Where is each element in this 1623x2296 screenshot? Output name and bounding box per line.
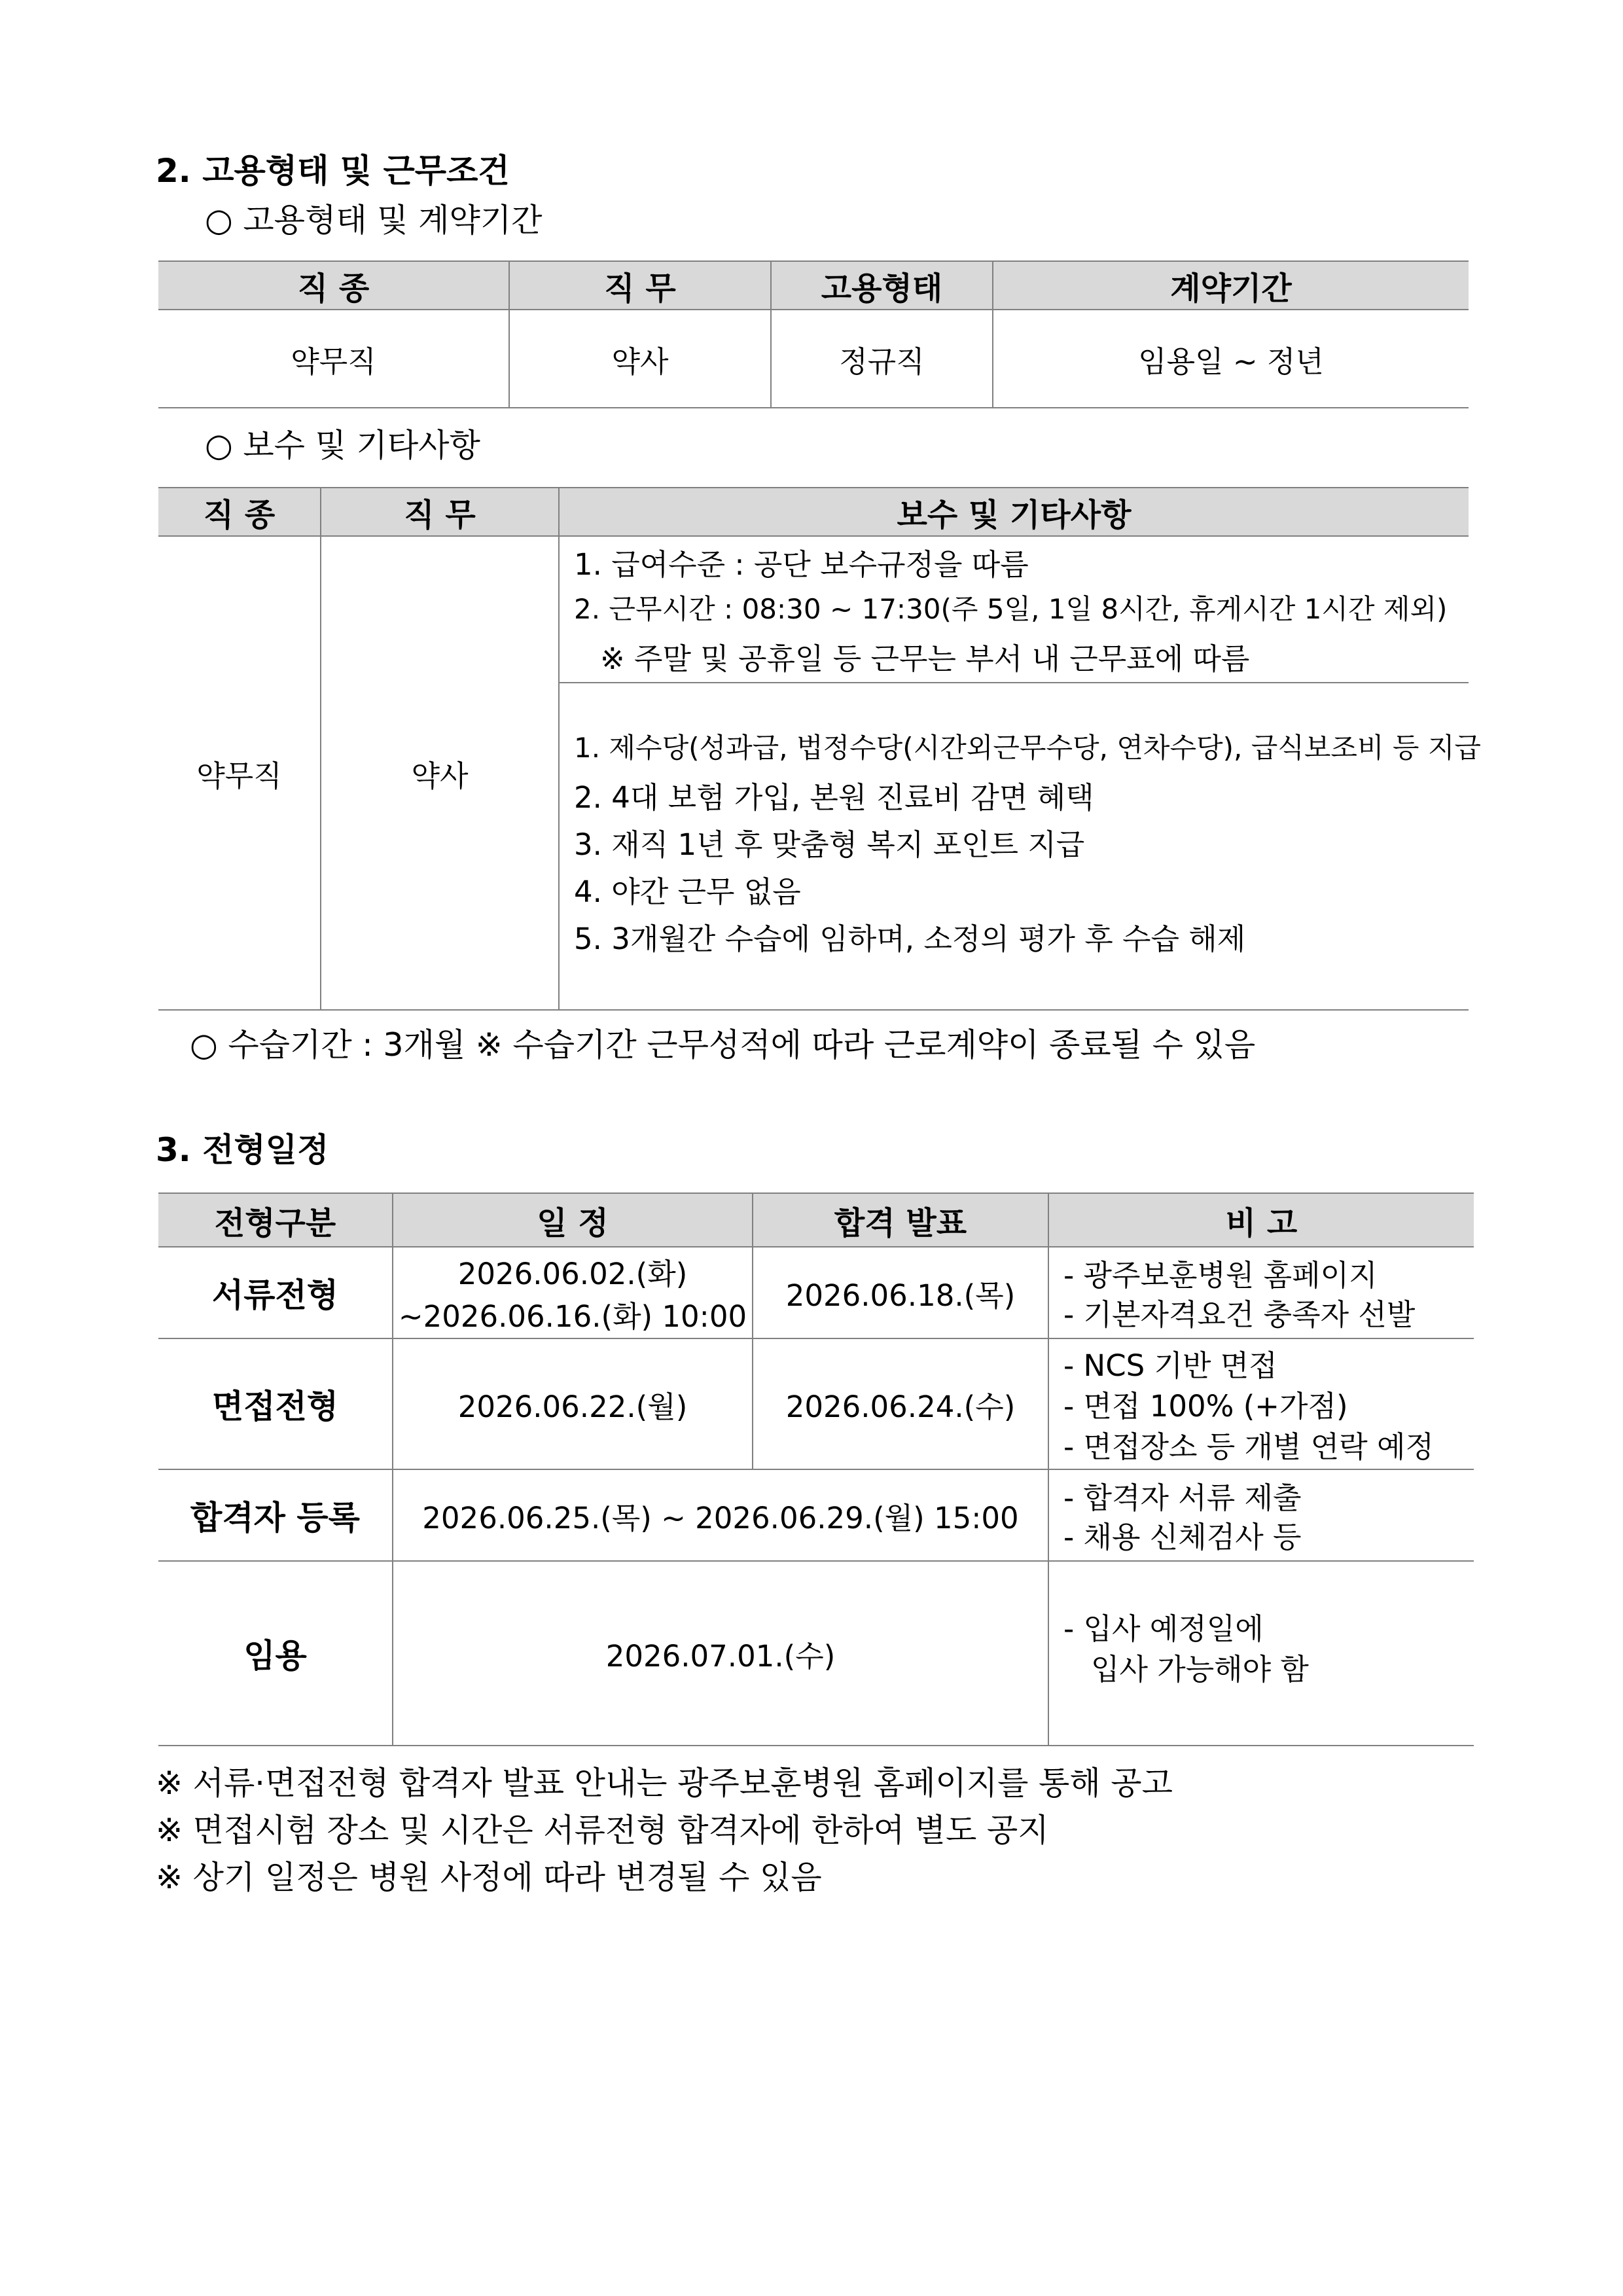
header-remarks: 비 고	[1048, 1193, 1474, 1247]
header-pay-details: 보수 및 기타사항	[559, 488, 1469, 536]
header-job-type: 직 종	[158, 261, 509, 310]
remark-line: - 면접 100% (+가점)	[1063, 1389, 1348, 1424]
remark-line: - 면접장소 등 개별 연락 예정	[1063, 1429, 1434, 1464]
header-stage: 전형구분	[158, 1193, 393, 1247]
contract-period-cell: 임용일 ~ 정년	[993, 310, 1469, 408]
employment-type-cell: 정규직	[771, 310, 993, 408]
header-employment-type: 고용형태	[771, 261, 993, 310]
header-job-duty: 직 무	[509, 261, 771, 310]
pay-line: 4. 야간 근무 없음	[574, 874, 801, 909]
header-announcement: 합격 발표	[753, 1193, 1048, 1247]
employment-type-table	[158, 260, 1469, 408]
schedule-line: 2026.06.02.(화)	[457, 1257, 688, 1291]
job-type-cell: 약무직	[158, 310, 509, 408]
remark-line: - 광주보훈병원 홈페이지	[1063, 1258, 1378, 1293]
announcement-cell: 2026.06.24.(수)	[753, 1338, 1048, 1469]
section-2-heading: 2. 고용형태 및 근무조건	[156, 152, 510, 190]
pay-line: 3. 재직 1년 후 맞춤형 복지 포인트 지급	[574, 827, 1085, 862]
schedule-note: ※ 서류·면접전형 합격자 발표 안내는 광주보훈병원 홈페이지를 통해 공고	[156, 1765, 1173, 1802]
job-duty-cell: 약사	[509, 310, 771, 408]
schedule-cell: 2026.07.01.(수)	[393, 1561, 1048, 1746]
job-duty-cell: 약사	[321, 536, 559, 1010]
stage-cell: 임용	[158, 1561, 393, 1746]
table-row	[158, 1561, 1474, 1746]
schedule-cell: 2026.06.25.(목) ~ 2026.06.29.(월) 15:00	[393, 1469, 1048, 1561]
pay-note-line: ※ 주말 및 공휴일 등 근무는 부서 내 근무표에 따름	[600, 641, 1250, 676]
remark-line: - 채용 신체검사 등	[1063, 1520, 1302, 1554]
schedule-note: ※ 면접시험 장소 및 시간은 서류전형 합격자에 한하여 별도 공지	[156, 1812, 1049, 1849]
remarks-cell	[1048, 1561, 1474, 1746]
pay-line: 2. 4대 보험 가입, 본원 진료비 감면 혜택	[574, 780, 1094, 815]
schedule-note: ※ 상기 일정은 병원 사정에 따라 변경될 수 있음	[156, 1859, 822, 1896]
pay-subheading: ○ 보수 및 기타사항	[205, 427, 480, 464]
table-row	[158, 310, 1469, 408]
table-header-row	[158, 488, 1469, 536]
remarks-cell	[1048, 1338, 1474, 1469]
remark-line: 입사 가능해야 함	[1091, 1652, 1309, 1687]
announcement-cell: 2026.06.18.(목)	[753, 1247, 1048, 1338]
remarks-cell	[1048, 1247, 1474, 1338]
header-contract-period: 계약기간	[993, 261, 1469, 310]
schedule-line: ~2026.06.16.(화) 10:00	[398, 1299, 747, 1334]
schedule-table	[158, 1193, 1474, 1746]
remark-line: - 합격자 서류 제출	[1063, 1480, 1302, 1515]
pay-block-1	[559, 536, 1469, 683]
pay-line: 1. 급여수준 : 공단 보수규정을 따름	[574, 547, 1029, 582]
stage-cell: 서류전형	[158, 1247, 393, 1338]
table-row	[158, 1469, 1474, 1561]
schedule-cell	[393, 1247, 753, 1338]
section-3-heading: 3. 전형일정	[156, 1131, 329, 1169]
table-row	[158, 1338, 1474, 1469]
pay-line: 5. 3개월간 수습에 임하며, 소정의 평가 후 수습 해제	[574, 922, 1246, 956]
header-job-duty: 직 무	[321, 488, 559, 536]
pay-line: 1. 제수당(성과급, 법정수당(시간외근무수당, 연차수당), 급식보조비 등 지급	[574, 732, 1481, 764]
stage-cell: 면접전형	[158, 1338, 393, 1469]
remark-line: - 기본자격요건 충족자 선발	[1063, 1297, 1416, 1332]
header-schedule: 일 정	[393, 1193, 753, 1247]
probation-note: ○ 수습기간 : 3개월 ※ 수습기간 근무성적에 따라 근로계약이 종료될 수 있음	[190, 1026, 1256, 1064]
table-header-row	[158, 1193, 1474, 1247]
remark-line: - NCS 기반 면접	[1063, 1348, 1277, 1383]
header-job-type: 직 종	[158, 488, 321, 536]
pay-block-2	[559, 683, 1481, 1010]
table-row	[158, 1247, 1474, 1338]
job-type-cell: 약무직	[158, 536, 321, 1010]
employment-type-subheading: ○ 고용형태 및 계약기간	[205, 202, 543, 239]
remarks-cell	[1048, 1469, 1474, 1561]
stage-cell: 합격자 등록	[158, 1469, 393, 1561]
pay-line: 2. 근무시간 : 08:30 ~ 17:30(주 5일, 1일 8시간, 휴게시간 1시간 제외)	[574, 593, 1448, 625]
table-header-row	[158, 261, 1469, 310]
remark-line: - 입사 예정일에	[1063, 1611, 1264, 1646]
schedule-cell: 2026.06.22.(월)	[393, 1338, 753, 1469]
table-row	[158, 536, 1469, 683]
pay-table	[158, 487, 1481, 1011]
